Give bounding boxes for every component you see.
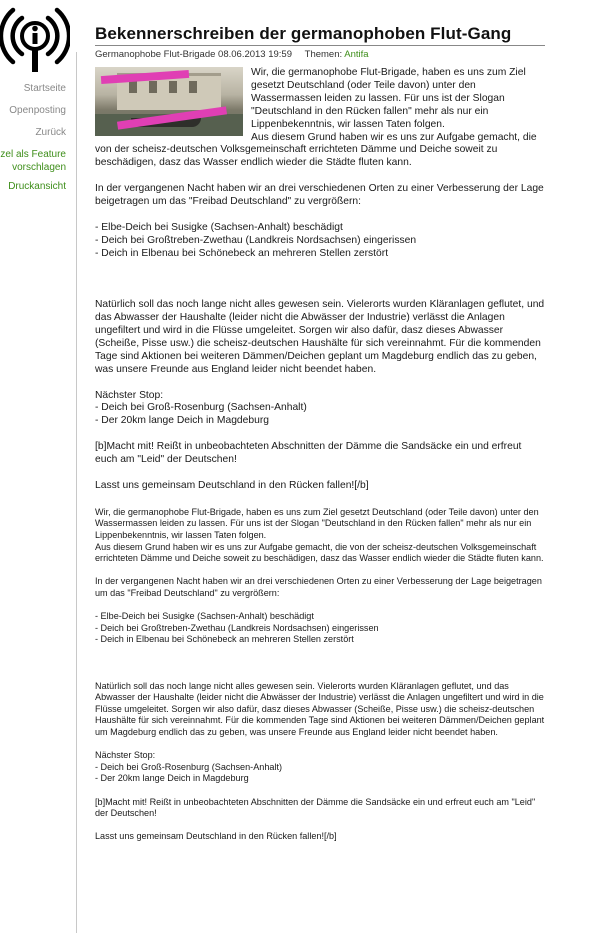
- article-body-secondary: [95, 507, 545, 843]
- text-line: - Der 20km lange Deich in Magdeburg: [95, 773, 249, 784]
- text-line: - Deich bei Groß-Rosenburg (Sachsen-Anhalt): [95, 402, 307, 414]
- paragraph-gap: [95, 646, 545, 658]
- sidebar-divider: [76, 52, 77, 933]
- photo-window: [149, 81, 157, 93]
- paragraph-gap: [95, 658, 545, 670]
- text-line: Nächster Stop:: [95, 750, 156, 761]
- sidebar-nav: [0, 82, 66, 199]
- text-line: [b]Macht mit! Reißt in unbeobachteten Abschnitten der Dämme die Sandsäcke ein und erfreut euch am "Leid" der Deutschen!: [95, 796, 536, 819]
- text-line: In der vergangenen Nacht haben wir an drei verschiedenen Orten zu einer Verbesserung der Lage beigetragen um das "Freibad Deutschland" zu vergrößern:: [95, 183, 544, 208]
- paragraph-gap: [95, 600, 545, 612]
- sidebar-link-zurueck[interactable]: Zurück: [35, 127, 66, 138]
- text-line: In der vergangenen Nacht haben wir an drei verschiedenen Orten zu einer Verbesserung der Lage beigetragen um das "Freibad Deutschland" zu vergrößern:: [95, 576, 542, 598]
- text-line: Natürlich soll das noch lange nicht alles gewesen sein. Vielerorts wurden Kläranlagen geflutet, und das Abwasser der Haushalte (leider nicht die Abwässer der Industrie) verlässt die Anlagen ungefiltert und wird in die Flüsse umgeleitet. Sorgen wir also dafür, dasz dieses Abwasser (Scheiße, Pisse usw.) die scheisz-deutschen Haushälte für sich vereinnahmt. Für die kommenden Tage sind Aktionen bei weiteren Dämmen/Deichen geplant um Magdeburg endlich das zu geben, was unsere Freunde aus England leider nicht beendet haben.: [95, 680, 545, 738]
- photo-window: [129, 81, 137, 93]
- paragraph-gap: [95, 377, 545, 390]
- text-line: Lasst uns gemeinsam Deutschland in den Rücken fallen![/b]: [95, 831, 337, 842]
- text-line: - Deich bei Großtreben-Zwethau (Landkreis Nordsachsen) eingerissen: [95, 622, 379, 633]
- text-line: Lasst uns gemeinsam Deutschland in den Rücken fallen![/b]: [95, 479, 369, 491]
- text-line: - Der 20km lange Deich in Magdeburg: [95, 415, 269, 427]
- sidebar-link-feature-vorschlagen[interactable]: zel als Feature vorschlagen: [0, 149, 66, 173]
- paragraph-gap: [95, 669, 545, 681]
- photo-window: [169, 81, 177, 93]
- text-line: [b]Macht mit! Reißt in unbeobachteten Abschnitten der Dämme die Sandsäcke ein und erfreut euch am "Leid" der Deutschen!: [95, 441, 522, 466]
- text-line: - Deich in Elbenau bei Schönebeck an mehreren Stellen zerstört: [95, 247, 389, 259]
- text-line: - Deich in Elbenau bei Schönebeck an mehreren Stellen zerstört: [95, 634, 354, 645]
- article-author-date: Germanophobe Flut-Brigade 08.06.2013 19:59: [95, 49, 292, 60]
- sidebar-link-druckansicht[interactable]: Druckansicht: [8, 181, 66, 192]
- paragraph-gap: [95, 261, 545, 274]
- article-title: Bekennerschreiben der germanophoben Flut-Gang: [95, 24, 545, 46]
- sidebar-link-startseite[interactable]: Startseite: [23, 83, 66, 94]
- paragraph-gap: [95, 739, 545, 751]
- article: [95, 24, 545, 843]
- text-line: Wir, die germanophobe Flut-Brigade, haben es uns zum Ziel gesetzt Deutschland (oder Teile davon) unter den Wassermassen leiden zu lassen. Für uns ist der Slogan "Deutschland in den Rücken fallen" mehr als nur ein Lippenbekenntnis, wir lassen Taten folgen.: [95, 506, 539, 540]
- photo-window: [189, 81, 197, 93]
- paragraph-gap: [95, 565, 545, 577]
- text-line: - Deich bei Groß-Rosenburg (Sachsen-Anhalt): [95, 761, 283, 772]
- article-photo[interactable]: [95, 67, 243, 136]
- paragraph-gap: [95, 209, 545, 222]
- paragraph-gap: [95, 467, 545, 480]
- article-meta: [95, 49, 545, 60]
- text-line: Nächster Stop:: [95, 389, 164, 401]
- text-line: - Elbe-Deich bei Susigke (Sachsen-Anhalt) beschädigt: [95, 221, 343, 233]
- paragraph-gap: [95, 820, 545, 832]
- indymedia-logo-icon[interactable]: [0, 2, 70, 74]
- text-line: Aus diesem Grund haben wir es uns zur Aufgabe gemacht, die von der scheisz-deutschen Volksgemeinschaft errichteten Dämme und Deiche soweit zu beschädigen, dasz das Wasser endlich wieder die Städte fluten kann.: [95, 541, 544, 564]
- paragraph-gap: [95, 273, 545, 286]
- paragraph-gap: [95, 785, 545, 797]
- theme-link-antifa[interactable]: Antifa: [344, 49, 369, 60]
- paragraph-gap: [95, 286, 545, 299]
- themes-label: Themen:: [304, 49, 343, 60]
- text-line: Wir, die germanophobe Flut-Brigade, haben es uns zum Ziel gesetzt Deutschland (oder Teile davon) unter den Wassermassen leiden zu lassen. Für uns ist der Slogan "Deutschland in den Rücken fallen" mehr als nur ein Lippenbekenntnis, wir lassen Taten folgen.: [251, 67, 526, 130]
- text-line: Aus diesem Grund haben wir es uns zur Aufgabe gemacht, die von der scheisz-deutschen Volksgemeinschaft errichteten Dämme und Deiche soweit zu beschädigen, dasz das Wasser endlich wieder die Städte fluten kann.: [95, 131, 537, 169]
- paragraph-gap: [95, 428, 545, 441]
- sidebar-link-openposting[interactable]: Openposting: [9, 105, 66, 116]
- text-line: - Deich bei Großtreben-Zwethau (Landkreis Nordsachsen) eingerissen: [95, 234, 417, 246]
- paragraph-gap: [95, 170, 545, 183]
- text-line: Natürlich soll das noch lange nicht alles gewesen sein. Vielerorts wurden Kläranlagen geflutet, und das Abwasser der Haushalte (leider nicht die Abwässer der Industrie) verlässt die Anlagen ungefiltert und wird in die Flüsse umgeleitet. Sorgen wir also dafür, dasz dieses Abwasser (Scheiße, Pisse usw.) die scheisz-deutschen Haushälte für sich vereinnahmt. Für die kommenden Tage sind Aktionen bei weiteren Dämmen/Deichen geplant um Magdeburg endlich das zu geben, was unsere Freunde aus England leider nicht beendet haben.: [95, 299, 545, 375]
- text-line: - Elbe-Deich bei Susigke (Sachsen-Anhalt) beschädigt: [95, 611, 314, 622]
